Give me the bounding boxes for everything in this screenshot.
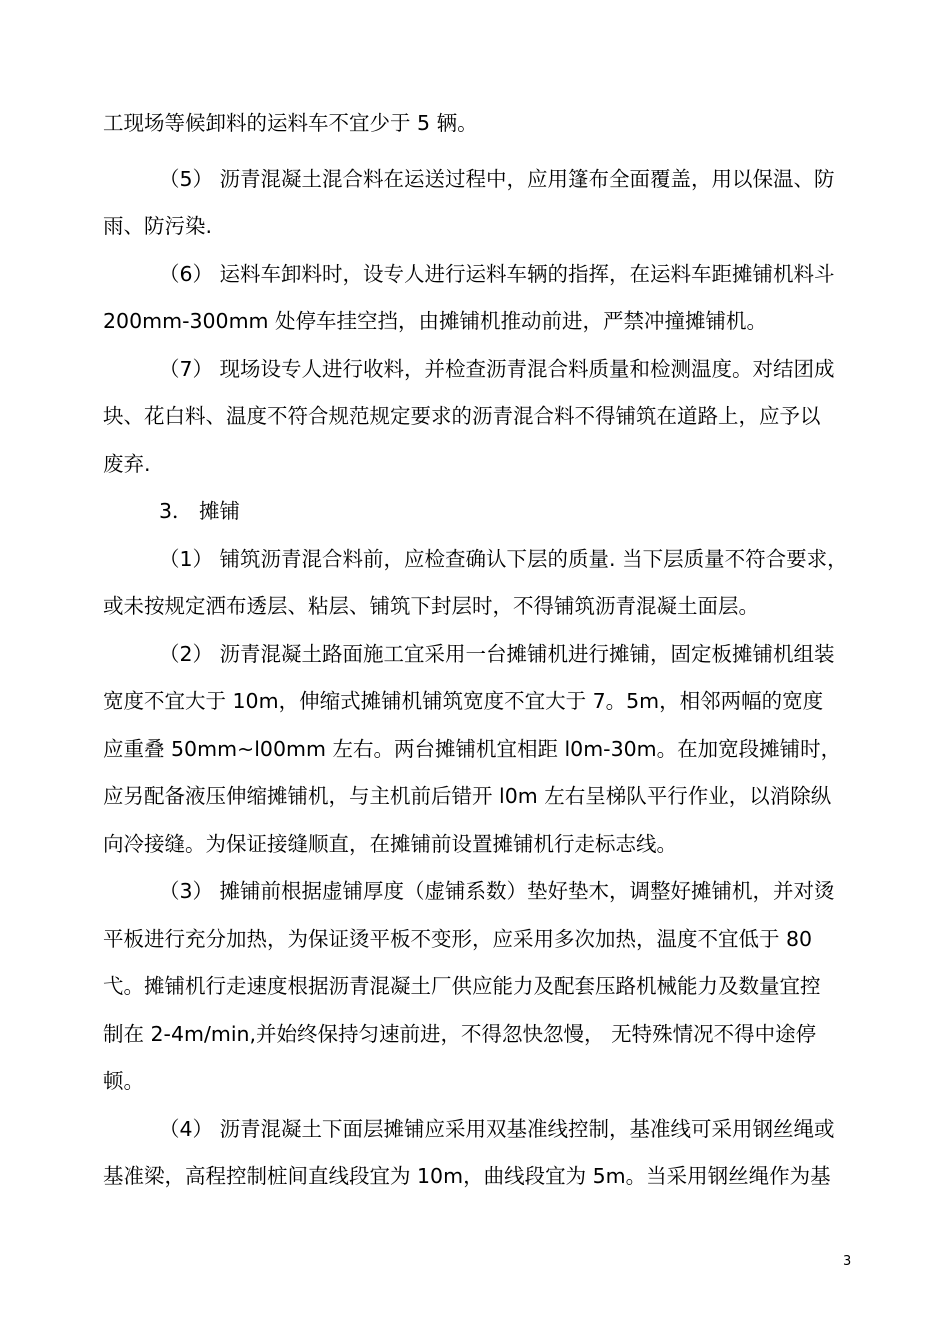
text-line: （2） 沥青混凝土路面施工宜采用一台摊铺机进行摊铺，固定板摊铺机组装: [159, 642, 835, 666]
text-line: 工现场等候卸料的运料车不宜少于 5 辆。: [103, 111, 478, 135]
page-number: 3: [843, 1254, 852, 1269]
text-line: （5） 沥青混凝土混合料在运送过程中，应用篷布全面覆盖，用以保温、防: [159, 167, 835, 191]
text-line: 废弃.: [103, 452, 151, 476]
section-heading: 3． 摊铺: [159, 499, 241, 523]
text-line: 块、花白料、温度不符合规范规定要求的沥青混合料不得铺筑在道路上，应予以: [103, 404, 821, 428]
text-line: （4） 沥青混凝土下面层摊铺应采用双基准线控制，基准线可采用钢丝绳或: [159, 1117, 835, 1141]
text-line: 200mm-300mm 处停车挂空挡，由摊铺机推动前进，严禁冲撞摊铺机。: [103, 309, 768, 333]
text-line: 制在 2-4m/min,并始终保持匀速前进，不得忽快忽慢， 无特殊情况不得中途停: [103, 1022, 817, 1046]
text-line: （7） 现场设专人进行收料，并检查沥青混合料质量和检测温度。对结团成: [159, 357, 835, 381]
text-line: 顿。: [103, 1069, 144, 1093]
text-line: 应重叠 50mm~l00mm 左右。两台摊铺机宜相距 l0m-30m。在加宽段摊铺时，: [103, 737, 842, 761]
text-line: 基准梁，高程控制桩间直线段宜为 10m，曲线段宜为 5m。当采用钢丝绳作为基: [103, 1164, 831, 1188]
text-line: （1） 铺筑沥青混合料前，应检查确认下层的质量. 当下层质量不符合要求，: [159, 547, 848, 571]
text-line: 平板进行充分加热，为保证烫平板不变形，应采用多次加热，温度不宜低于 80: [103, 927, 813, 951]
text-line: 应另配备液压伸缩摊铺机，与主机前后错开 l0m 左右呈梯队平行作业，以消除纵: [103, 784, 832, 808]
text-line: （6） 运料车卸料时，设专人进行运料车辆的指挥，在运料车距摊铺机料斗: [159, 262, 835, 286]
text-line: 雨、防污染.: [103, 214, 213, 238]
text-line: 宽度不宜大于 10m，伸缩式摊铺机铺筑宽度不宜大于 7。5m，相邻两幅的宽度: [103, 689, 824, 713]
text-line: 向冷接缝。为保证接缝顺直，在摊铺前设置摊铺机行走标志线。: [103, 832, 677, 856]
text-line: 或未按规定洒布透层、粘层、铺筑下封层时，不得铺筑沥青混凝土面层。: [103, 594, 759, 618]
text-line: （3） 摊铺前根据虚铺厚度（虚铺系数）垫好垫木，调整好摊铺机，并对烫: [159, 879, 835, 903]
text-line: 弋。摊铺机行走速度根据沥青混凝土厂供应能力及配套压路机械能力及数量宜控: [103, 974, 821, 998]
